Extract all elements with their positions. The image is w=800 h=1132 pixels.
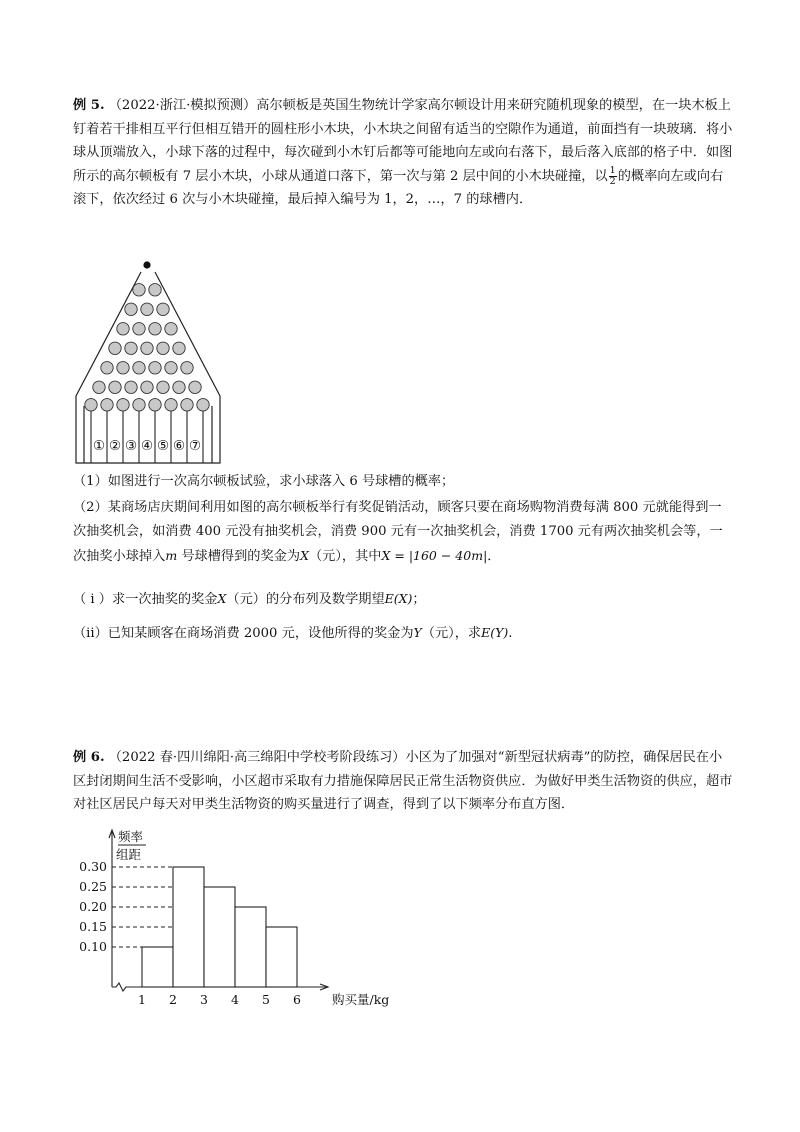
y-tick-label: 0.25	[79, 879, 107, 894]
peg	[149, 323, 161, 335]
q2i-text-c: ；	[412, 592, 426, 607]
y-axis-label-bottom: 组距	[116, 847, 142, 862]
peg	[133, 362, 145, 374]
slot-label: ③	[124, 438, 138, 454]
fraction-numerator: 1	[609, 164, 616, 176]
slot-box-walls	[84, 406, 212, 463]
y-axis-label-top: 频率	[118, 829, 144, 844]
peg	[157, 342, 169, 354]
question-1: （1）如图进行一次高尔顿板试验，求小球落入 6 号球槽的概率；	[73, 474, 455, 489]
example-5-intro	[73, 94, 733, 212]
slot-label: ⑤	[156, 438, 170, 454]
q2ii-var-Y: Y	[413, 625, 422, 640]
peg	[125, 381, 137, 393]
peg	[165, 399, 177, 411]
galton-board-figure	[70, 258, 230, 464]
fraction-denominator: 2	[609, 175, 616, 187]
q2ii-text-b: （元），求	[421, 626, 482, 641]
x-tick-label: 1	[138, 992, 146, 1007]
y-tick-label: 0.10	[79, 939, 107, 954]
question-2-unit: （元），其中	[308, 549, 382, 564]
peg	[133, 323, 145, 335]
y-tick-label: 0.30	[79, 859, 107, 874]
example-6-label: 例 6.	[73, 750, 105, 765]
peg	[101, 399, 113, 411]
slot-label: ①	[92, 438, 106, 454]
histogram-bar	[173, 867, 204, 987]
q2ii-text-a: （ii）已知某顾客在商场消费 2000 元，设他所得的奖金为	[73, 626, 414, 641]
example-6-intro	[73, 746, 733, 817]
peg	[149, 362, 161, 374]
peg	[157, 381, 169, 393]
peg	[173, 381, 185, 393]
peg	[181, 399, 193, 411]
question-2	[73, 496, 733, 569]
histogram-bar	[142, 947, 173, 987]
question-2-end: ．	[487, 549, 501, 564]
peg	[117, 399, 129, 411]
example-5-source: （2022·浙江·模拟预测）	[108, 98, 257, 113]
peg	[165, 362, 177, 374]
y-tick-label: 0.20	[79, 899, 107, 914]
peg	[125, 303, 137, 315]
peg	[133, 284, 145, 296]
peg	[93, 381, 105, 393]
peg	[189, 381, 201, 393]
histogram-bar	[204, 887, 235, 987]
ball	[143, 261, 150, 268]
peg	[149, 284, 161, 296]
peg	[109, 381, 121, 393]
example-5-text-b: 的概率向左或向右滚下，依次经过 6 次与小木块碰撞，最后掉入编号为 1，2，…，7 的球槽内．	[73, 168, 724, 208]
peg	[117, 323, 129, 335]
peg	[165, 323, 177, 335]
x-tick-label: 5	[262, 992, 270, 1007]
peg	[141, 303, 153, 315]
slot-label: ⑦	[188, 438, 202, 454]
frequency-histogram	[70, 824, 400, 1014]
var-m: m	[165, 548, 178, 563]
x-tick-label: 4	[231, 992, 239, 1007]
peg	[125, 342, 137, 354]
slot-label: ②	[108, 438, 122, 454]
x-axis-label: 购买量/kg	[332, 992, 390, 1007]
q2i-expectation: E(X)	[384, 591, 413, 606]
example-6-text: 小区为了加强对“新型冠状病毒”的防控，确保居民在小区封闭期间生活不受影响，小区超市采取有力措施保障居民正常生活物资供应．为做好甲类生活物资的供应，超市对社区居民户每天对甲类生活物资的购买量进行了调查，得到了以下频率分布直方图．	[73, 750, 733, 813]
x-tick-label: 6	[293, 992, 301, 1007]
peg	[85, 399, 97, 411]
example-6-source: （2022 春·四川绵阳·高三绵阳中学校考阶段练习）	[108, 750, 406, 765]
q2i-text-b: （元）的分布列及数学期望	[226, 592, 385, 607]
q2i-var-X: X	[217, 591, 227, 606]
peg	[101, 362, 113, 374]
peg	[173, 342, 185, 354]
peg	[141, 381, 153, 393]
fraction-one-half	[609, 166, 617, 187]
y-tick-label: 0.15	[79, 919, 107, 934]
question-2-i	[73, 588, 426, 607]
q2ii-expectation: E(Y)	[481, 625, 509, 640]
example-5-label: 例 5.	[73, 98, 105, 113]
peg	[133, 399, 145, 411]
x-tick-label: 2	[169, 992, 177, 1007]
slot-label: ④	[140, 438, 154, 454]
histogram-bar	[235, 907, 266, 987]
x-tick-label: 3	[200, 992, 208, 1007]
var-X: X	[300, 548, 309, 563]
peg	[149, 399, 161, 411]
slot-label: ⑥	[172, 438, 186, 454]
peg	[141, 342, 153, 354]
question-2-ii	[73, 622, 512, 641]
peg	[181, 362, 193, 374]
peg	[117, 362, 129, 374]
example-5-text-a: 高尔顿板是英国生物统计学家高尔顿设计用来研究随机现象的模型，在一块木板上钉着若干排相互平行但相互错开的圆柱形小木块，小木块之间留有适当的空隙作为通道，前面挡有一块玻璃．将小球从顶端放入，小球下落的过程中，每次碰到小木钉后都等可能地向左或向右落下，最后落入底部的格子中．如图所示的高尔顿板有 7 层小木块，小球从通道口落下，第一次与第 2 层中间的小木块碰撞，以	[73, 98, 733, 184]
question-2-text: （2）某商场店庆期间利用如图的高尔顿板举行有奖促销活动，顾客只要在商场购物消费每满 800 元就能得到一次抽奖机会，如消费 400 元没有抽奖机会，消费 900 元有一次抽奖机会，消费 1700 元有两次抽奖机会等，一次抽奖小球掉入	[73, 500, 723, 564]
peg	[109, 342, 121, 354]
q2i-text-a: （ i ）求一次抽奖的奖金	[73, 592, 218, 607]
board-frame	[76, 272, 220, 463]
q2ii-text-c: .	[508, 626, 513, 641]
peg	[197, 399, 209, 411]
question-2-mid: 号球槽得到的奖金为	[177, 549, 301, 564]
formula-X: X = |160 − 40m|	[381, 548, 488, 563]
histogram-bar	[266, 927, 297, 987]
peg	[157, 303, 169, 315]
